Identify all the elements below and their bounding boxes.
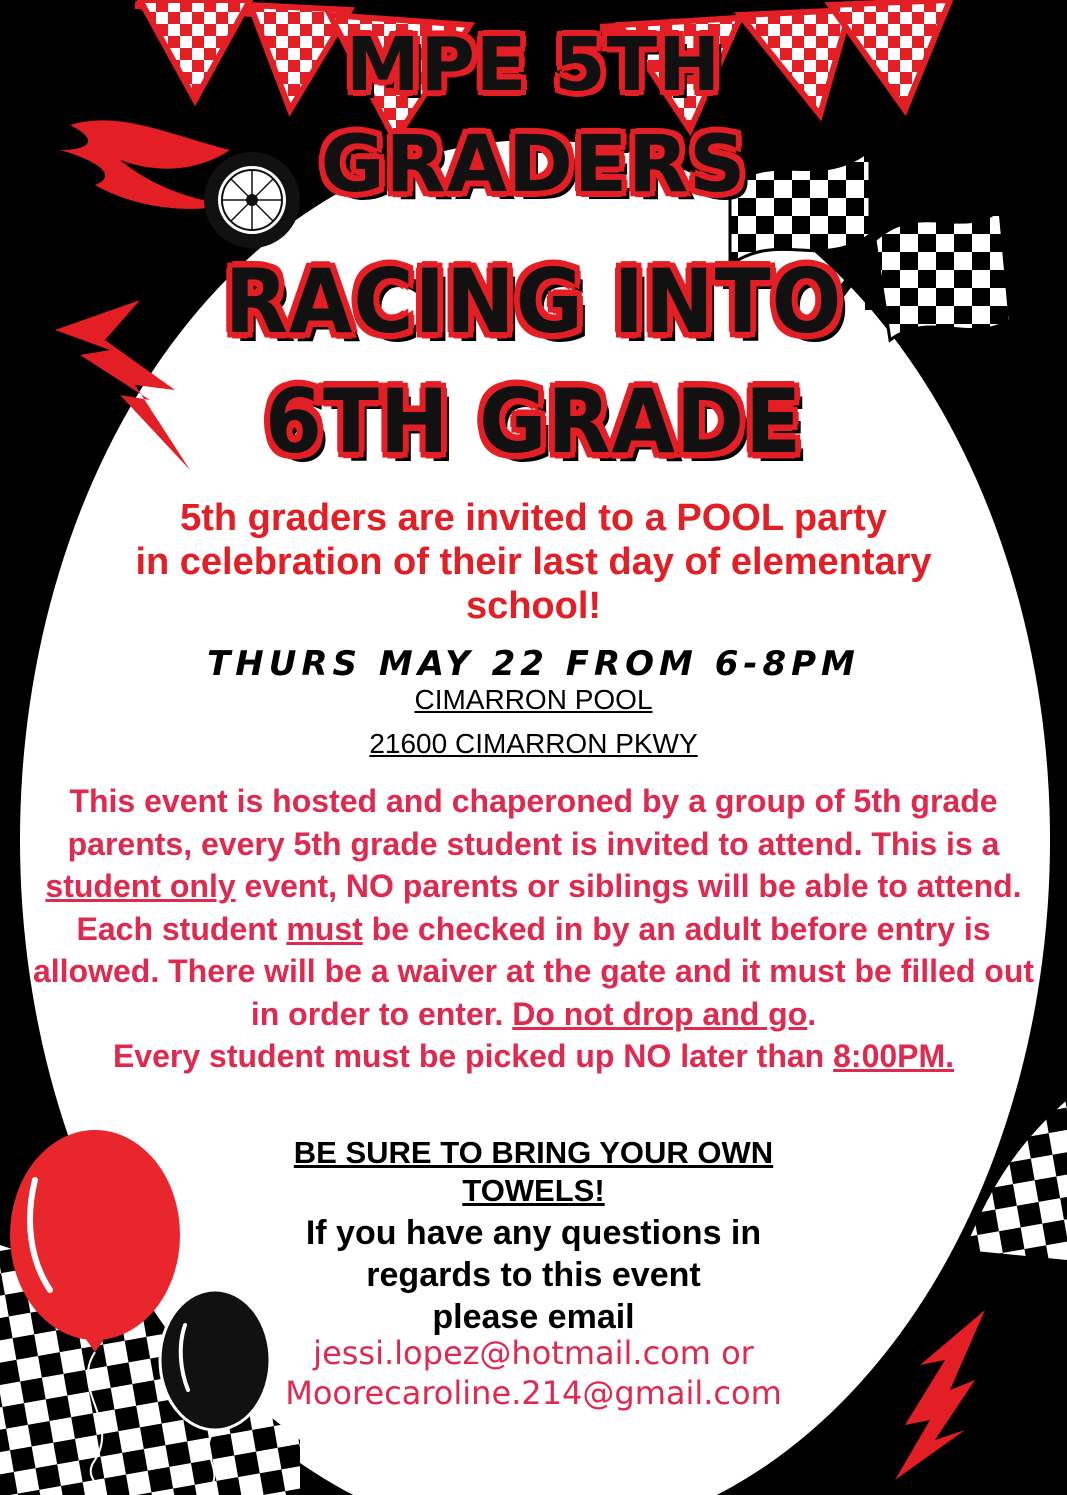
- title-line-4: 6TH GRADE: [264, 371, 803, 474]
- no-drop-emphasis: Do not drop and go: [512, 995, 808, 1032]
- event-venue: CIMARRON POOL: [414, 684, 653, 715]
- questions-line-3: please email: [432, 1298, 635, 1336]
- title-line-1: MPE 5TH: [345, 22, 722, 108]
- invitation-line-2: in celebration of their last day of elementary: [135, 541, 932, 583]
- questions-line-1: If you have any questions in: [305, 1214, 762, 1252]
- title-line-2: GRADERS: [320, 120, 747, 210]
- details-text-4: .: [807, 995, 817, 1032]
- questions-note: [0, 1212, 1067, 1338]
- pickup-text: Every student must be picked up NO later than: [112, 1038, 834, 1074]
- details-text-3: be checked in by an adult before entry is allowed. There will be a waiver at the gate and it must be filled out in order to enter.: [32, 910, 1035, 1032]
- questions-line-2: regards to this event: [366, 1256, 701, 1294]
- invitation-line-1: 5th graders are invited to a POOL party: [180, 497, 887, 539]
- contact-email-1[interactable]: jessi.lopez@hotmail.com or: [313, 1334, 754, 1372]
- student-only-emphasis: student only: [45, 868, 236, 904]
- must-emphasis: must: [286, 910, 363, 947]
- contact-email-2[interactable]: Moorecaroline.214@gmail.com: [285, 1374, 782, 1412]
- title-line-3: RACING INTO: [224, 251, 843, 354]
- towel-reminder-line-2: TOWELS!: [462, 1173, 605, 1208]
- invitation-line-3: school!: [465, 585, 602, 627]
- towel-reminder: [0, 1134, 1067, 1210]
- pickup-time: 8:00PM.: [833, 1038, 955, 1074]
- details-text-2: event, NO parents or siblings will be able to attend. Each student: [76, 868, 1022, 947]
- event-date-time: THURS MAY 22 FROM 6-8PM: [207, 644, 860, 684]
- event-address: 21600 CIMARRON PKWY: [369, 728, 698, 759]
- event-details: [30, 780, 1037, 1078]
- invitation-heading: [20, 496, 1047, 628]
- details-text-1: This event is hosted and chaperoned by a group of 5th grade parents, every 5th grade student is invited to attend. This is a: [67, 783, 1000, 862]
- towel-reminder-line-1: BE SURE TO BRING YOUR OWN: [293, 1135, 774, 1170]
